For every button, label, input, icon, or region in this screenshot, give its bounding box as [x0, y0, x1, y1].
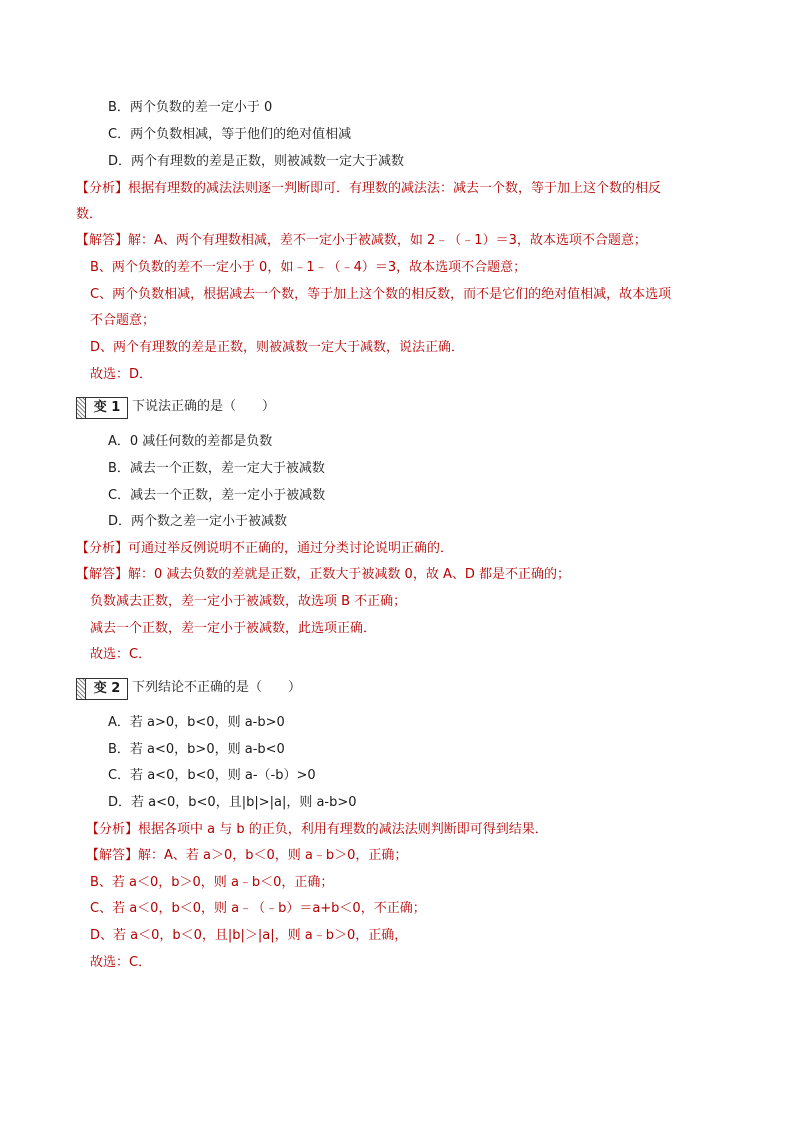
- v2-answer-text: 解：A、若 a＞0，b＜0，则 a﹣b＞0，正确；: [138, 848, 408, 863]
- v1-analysis-line: [76, 540, 453, 558]
- v2-option-d: D．若 a<0，b<0，且|b|>|a|，则 a-b>0: [108, 795, 357, 810]
- answer-choice: 故选：D．: [90, 367, 153, 382]
- v1-answer-text-2: 负数减去正数，差一定小于被减数，故选项 B 不正确；: [90, 594, 407, 609]
- variant-2-question: 下列结论不正确的是（ ）: [132, 680, 302, 695]
- answer-text: 解：A、两个有理数相减，差不一定小于被减数，如 2﹣（﹣1）＝3，故本选项不合题意；: [128, 233, 647, 248]
- v1-answer-text-3: 减去一个正数，差一定小于被减数，此选项正确．: [90, 621, 377, 636]
- v1-answer-text: 解：0 减去负数的差就是正数，正数大于被减数 0，故 A、D 都是不正确的；: [128, 567, 570, 582]
- v2-answer-tag: 【解答】: [86, 848, 139, 863]
- answer-text-d: D、两个有理数的差是正数，则被减数一定大于减数，说法正确．: [90, 340, 465, 355]
- v1-analysis-text: 可通过举反例说明不正确的，通过分类讨论说明正确的．: [128, 541, 454, 556]
- option-b: B．两个负数的差一定小于 0: [108, 100, 273, 115]
- v2-answer-line: [86, 847, 407, 865]
- label-shade: [77, 398, 86, 418]
- v2-option-a: A．若 a>0，b<0，则 a-b>0: [108, 715, 285, 730]
- label-shade: [77, 679, 86, 699]
- v2-answer-choice: 故选：C．: [90, 955, 152, 970]
- answer-text-c: C、两个负数相减，根据减去一个数，等于加上这个数的相反数，而不是它们的绝对值相减，故本选项: [90, 287, 672, 302]
- analysis-line: [76, 180, 661, 198]
- v2-answer-text-d: D、若 a＜0，b＜0，且|b|＞|a|，则 a﹣b＞0，正确，: [90, 928, 408, 943]
- v1-answer-choice: 故选：C．: [90, 647, 152, 662]
- v2-answer-text-b: B、若 a＜0，b＞0，则 a﹣b＜0，正确；: [90, 875, 334, 890]
- analysis-tag: 【分析】: [76, 181, 129, 196]
- v1-analysis-tag: 【分析】: [76, 541, 129, 556]
- v2-option-b: B．若 a<0，b>0，则 a-b<0: [108, 742, 285, 757]
- variant-2-label: 变 2: [93, 681, 121, 696]
- variant-1-label: 变 1: [93, 400, 121, 415]
- answer-line: [76, 232, 647, 250]
- v1-option-d: D．两个数之差一定小于被减数: [108, 514, 288, 529]
- answer-text-b: B、两个负数的差不一定小于 0，如﹣1﹣（﹣4）＝3，故本选项不合题意；: [90, 260, 527, 275]
- v2-analysis-line: [86, 821, 548, 839]
- v2-answer-text-c: C、若 a＜0，b＜0，则 a﹣（﹣b）＝a+b＜0，不正确；: [90, 901, 426, 916]
- option-d: D．两个有理数的差是正数，则被减数一定大于减数: [108, 154, 405, 169]
- v2-option-c: C．若 a<0，b<0，则 a-（-b）>0: [108, 768, 316, 783]
- option-c: C．两个负数相减，等于他们的绝对值相减: [108, 127, 352, 142]
- answer-text-c-cont: 不合题意；: [90, 313, 156, 328]
- v2-analysis-text: 根据各项中 a 与 b 的正负，利用有理数的减法法则判断即可得到结果．: [138, 822, 548, 837]
- v2-analysis-tag: 【分析】: [86, 822, 139, 837]
- variant-1-question: 下说法正确的是（ ）: [132, 399, 276, 414]
- v1-option-a: A．0 减任何数的差都是负数: [108, 434, 273, 449]
- v1-option-b: B．减去一个正数，差一定大于被减数: [108, 461, 325, 476]
- answer-tag: 【解答】: [76, 233, 129, 248]
- v1-option-c: C．减去一个正数，差一定小于被减数: [108, 488, 326, 503]
- v1-answer-tag: 【解答】: [76, 567, 129, 582]
- analysis-text-cont: 数．: [76, 207, 103, 222]
- variant-1-label-box: [76, 397, 128, 419]
- analysis-text: 根据有理数的减法法则逐一判断即可．有理数的减法法：减去一个数，等于加上这个数的相反: [128, 181, 662, 196]
- v1-answer-line: [76, 566, 570, 584]
- variant-2-label-box: [76, 678, 128, 700]
